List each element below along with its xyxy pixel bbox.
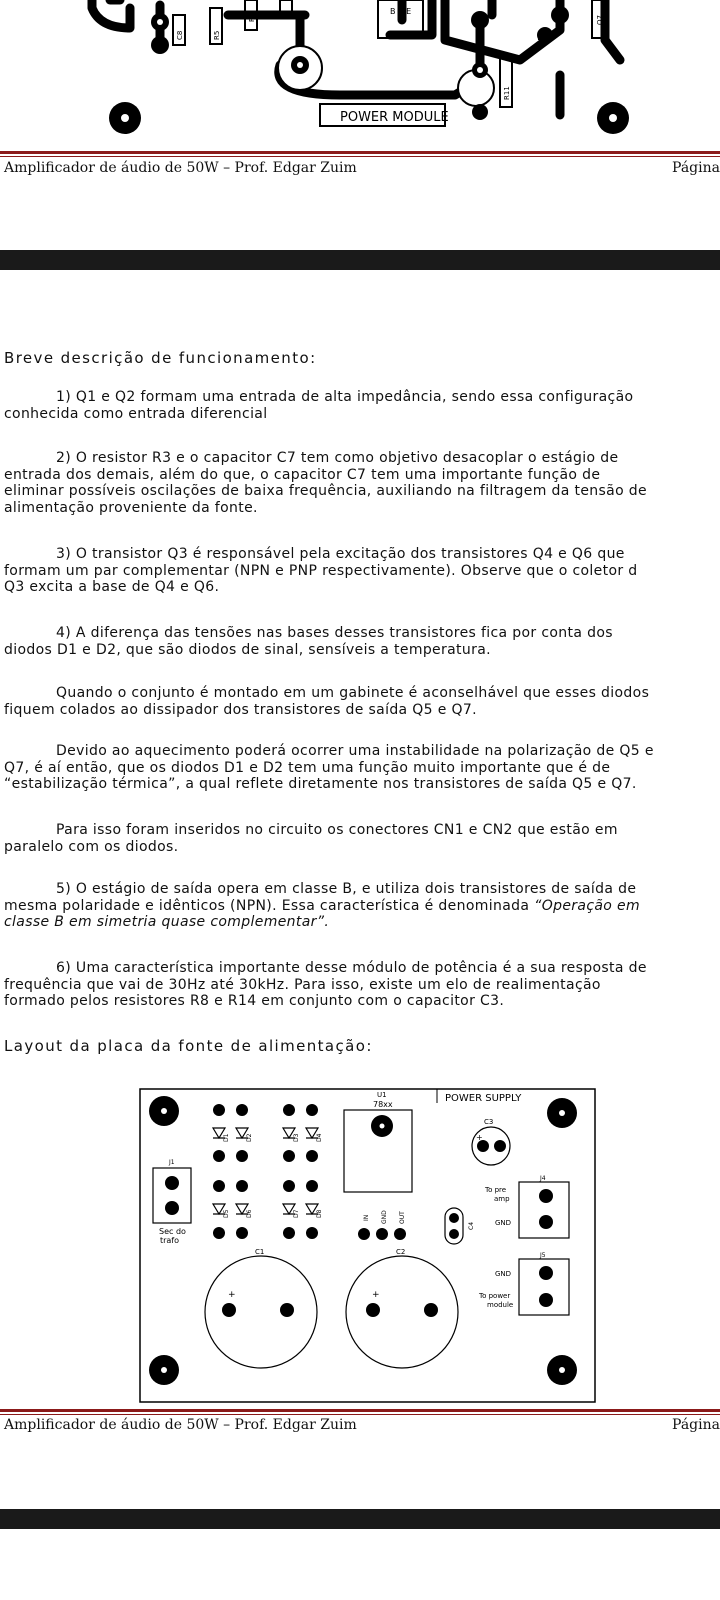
paragraph-5: Quando o conjunto é montado em um gabinete é aconselhável que esses diodos fiquem colados ao dissipador dos transistores de saída Q5 e Q7. [4, 685, 650, 718]
svg-text:D5: D5 [223, 1209, 230, 1218]
page-separator-bar [0, 250, 720, 270]
svg-text:IN: IN [363, 1214, 370, 1221]
paragraph-2: 2) O resistor R3 e o capacitor C7 tem como objetivo desacoplar o estágio de entrada dos demais, além do que, o capacitor C7 tem uma importante função de eliminar possíveis oscilações de baixa frequência, auxiliando na filtragem da tensão de alimentação proveniente da fonte. [4, 450, 648, 516]
svg-text:D6: D6 [246, 1209, 253, 1218]
footer-rule-thick-2 [0, 1409, 720, 1412]
svg-text:C8: C8 [176, 30, 184, 40]
svg-text:D7: D7 [293, 1209, 300, 1218]
svg-text:E: E [537, 32, 544, 43]
svg-text:+: + [476, 1133, 483, 1142]
paragraph-4: 4) A diferença das tensões nas bases desses transistores fica por conta dos diodos D1 e D2, que são diodos de sinal, sensíveis a temperatura. [4, 625, 613, 658]
svg-text:D2: D2 [246, 1133, 253, 1142]
svg-text:GND: GND [495, 1219, 512, 1227]
svg-text:J4: J4 [540, 1175, 546, 1182]
power-supply-pcb-image [139, 1088, 596, 1403]
svg-text:+: + [228, 1290, 236, 1300]
svg-text:C1: C1 [255, 1248, 265, 1256]
section-heading-layout: Layout da placa da fonte de alimentação: [4, 1037, 373, 1055]
svg-text:D3: D3 [293, 1133, 300, 1142]
paragraph-6: Devido ao aquecimento poderá ocorrer uma instabilidade na polarização de Q5 e Q7, é aí então, que os diodos D1 e D2 tem uma função muito importante que é de “estabilização térmica”, a qual reflete diretamente nos transistores de saída Q5 e Q7. [4, 743, 654, 792]
svg-text:R5: R5 [213, 30, 221, 40]
svg-text:C4: C4 [468, 1221, 475, 1230]
footer-rule-thick [0, 151, 720, 154]
svg-text:Sec do: Sec do [159, 1227, 186, 1236]
svg-text:J5: J5 [540, 1252, 546, 1259]
svg-text:OUT: OUT [399, 1211, 406, 1224]
paragraph-8: 5) O estágio de saída opera em classe B, e utiliza dois transistores de saída de mesma polaridade e idênticos (NPN). Essa característica é denominada “Operação em classe B em simetria quase complementar”. [4, 881, 640, 930]
svg-text:B C E: B C E [390, 7, 412, 16]
paragraph-9: 6) Uma característica importante desse módulo de potência é a sua resposta de frequência que vai de 30Hz até 30kHz. Para isso, existe um elo de realimentação formado pelos resistores R8 e R14 em conjunto com o capacitor C3. [4, 960, 647, 1009]
power-module-label: POWER MODULE [340, 110, 449, 125]
svg-text:R11: R11 [503, 86, 511, 100]
footer-title-2: Amplificador de áudio de 50W – Prof. Edgar Zuim [4, 1417, 357, 1433]
svg-text:GND: GND [495, 1270, 512, 1278]
footer-page-label: Página [672, 160, 720, 176]
power-module-pcb-image [0, 0, 720, 140]
svg-text:78xx: 78xx [373, 1100, 393, 1109]
svg-text:module: module [487, 1301, 514, 1309]
svg-text:D4: D4 [316, 1133, 323, 1142]
svg-text:J1: J1 [169, 1159, 175, 1166]
svg-text:U1: U1 [377, 1091, 387, 1099]
footer-page-label-2: Página [672, 1417, 720, 1433]
svg-text:To power: To power [479, 1292, 511, 1300]
svg-text:Q7: Q7 [596, 15, 604, 25]
page-separator-bar-2 [0, 1509, 720, 1529]
footer-title: Amplificador de áudio de 50W – Prof. Edgar Zuim [4, 160, 357, 176]
svg-text:amp: amp [494, 1195, 510, 1203]
svg-text:trafo: trafo [160, 1236, 180, 1245]
svg-text:D8: D8 [316, 1209, 323, 1218]
svg-text:GND: GND [381, 1210, 388, 1224]
footer-rule-thin-2 [0, 1414, 720, 1415]
svg-text:C3: C3 [484, 1118, 494, 1126]
svg-text:D1: D1 [223, 1133, 230, 1142]
svg-text:R6: R6 [248, 12, 256, 22]
paragraph-3: 3) O transistor Q3 é responsável pela excitação dos transistores Q4 e Q6 que formam um par complementar (NPN e PNP respectivamente). Observe que o coletor d Q3 excita a base de Q4 e Q6. [4, 546, 638, 595]
svg-text:C2: C2 [396, 1248, 406, 1256]
svg-text:+: + [372, 1290, 380, 1300]
svg-text:To pre: To pre [485, 1186, 507, 1194]
footer-rule-thin [0, 156, 720, 157]
power-supply-label: POWER SUPPLY [445, 1093, 522, 1104]
paragraph-1: 1) Q1 e Q2 formam uma entrada de alta impedância, sendo essa configuração conhecida como entrada diferencial [4, 389, 634, 422]
paragraph-7: Para isso foram inseridos no circuito os conectores CN1 e CN2 que estão em paralelo com os diodos. [4, 822, 618, 855]
section-heading-description: Breve descrição de funcionamento: [4, 349, 317, 367]
